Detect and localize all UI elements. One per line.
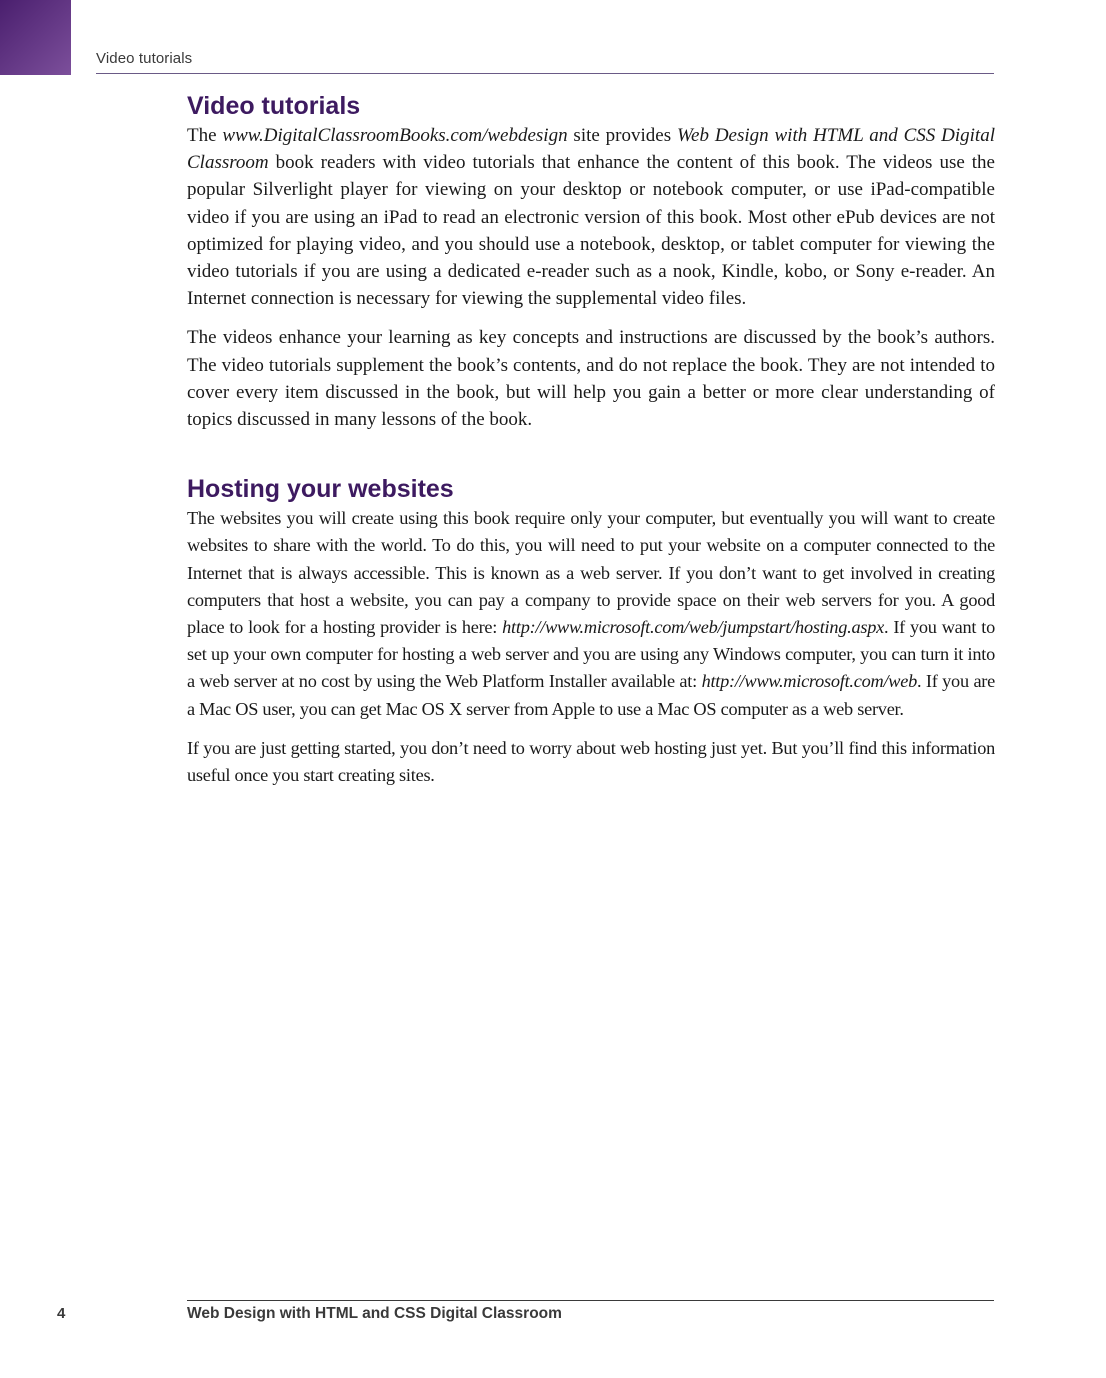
text-run: The websites you will create using this book require only your computer, but eventually you will want to create websites to share with the world. To do this, you will need to put your website on a computer connected to the Internet that is always accessible. This is known as a web server. If you don’t want to get involved in creating computers that host a website, you can pay a company to provide space on their web servers for you. A good place to look for a hosting provider is here: [187, 508, 995, 638]
section-hosting-your-websites [187, 473, 995, 789]
paragraph [187, 505, 995, 723]
running-head: Video tutorials [96, 50, 193, 67]
url-link[interactable]: http://www.microsoft.com/web [701, 671, 917, 692]
section-heading: Video tutorials [187, 92, 361, 120]
url-link[interactable]: http://www.microsoft.com/web/jumpstart/hosting.aspx [502, 617, 884, 638]
paragraph: If you are just getting started, you don’t need to worry about web hosting just yet. But you’ll find this information useful once you start creating sites. [187, 737, 995, 786]
url-link[interactable]: www.DigitalClassroomBooks.com/webdesign [222, 125, 568, 146]
text-run: The [187, 125, 223, 146]
main-content [187, 90, 995, 789]
corner-color-tab [0, 0, 71, 75]
section-video-tutorials [187, 90, 995, 433]
page-number: 4 [57, 1305, 66, 1322]
section-heading: Hosting your websites [187, 475, 454, 504]
text-run: book readers with video tutorials that enhance the content of this book. The videos use the popular Silverlight player for viewing on your desktop or notebook computer, or use iPad-compatible video if you are using an iPad to read an electronic version of this book. Most other ePub devices are not optimized for playing video, and you should use a notebook, desktop, or tablet computer for viewing the video tutorials if you are using a dedicated e-reader such as a nook, Kindle, kobo, or Sony e-reader. An Internet connection is necessary for viewing the supplemental video files. [187, 152, 995, 310]
text-run: . If you are a Mac OS user, you can get Mac OS X server from Apple to use a Mac OS computer as a web server. [187, 671, 996, 719]
text-run: site provides [567, 125, 677, 146]
header-rule [96, 73, 994, 74]
footer-rule [187, 1300, 994, 1301]
paragraph [187, 122, 995, 312]
footer-book-title: Web Design with HTML and CSS Digital Classroom [187, 1305, 562, 1322]
text-run: . If you want to set up your own computer for hosting a web server and you are using any Windows computer, you can turn it into a web server at no cost by using the Web Platform Installer available at: [187, 617, 995, 692]
paragraph: The videos enhance your learning as key concepts and instructions are discussed by the book’s authors. The video tutorials supplement the book’s contents, and do not replace the book. They are not intended to cover every item discussed in the book, but will help you gain a better or more clear understanding of topics discussed in many lessons of the book. [187, 327, 995, 431]
book-title-text: Web Design with HTML and CSS Digital Classroom [187, 125, 995, 174]
